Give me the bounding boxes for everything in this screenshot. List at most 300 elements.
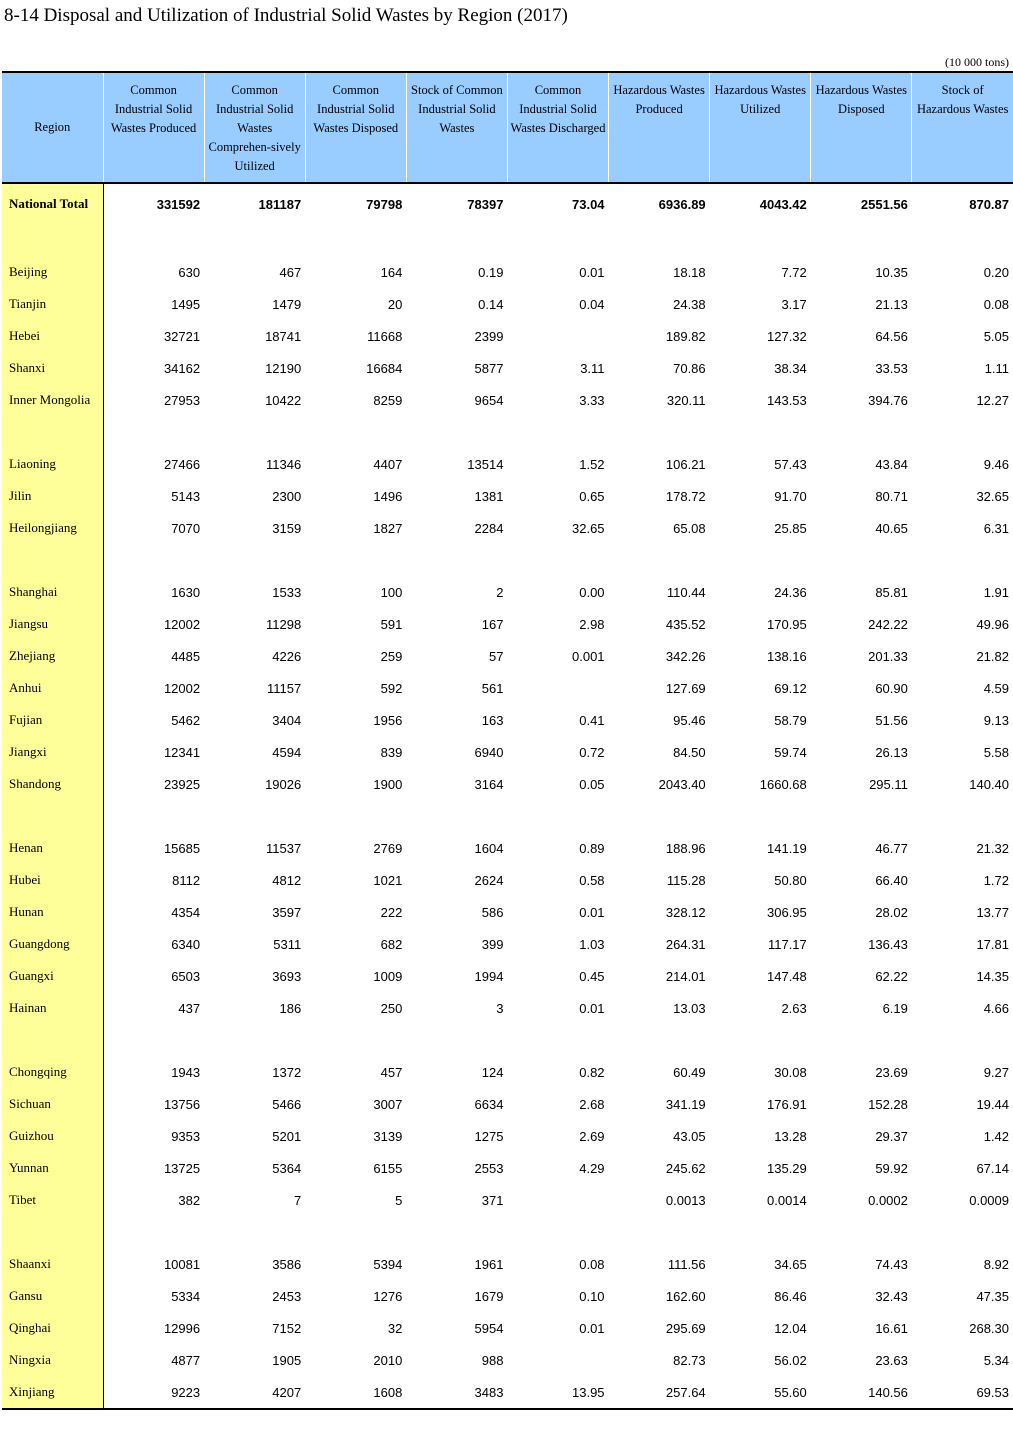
empty-cell xyxy=(204,416,305,448)
value-cell: 17.81 xyxy=(976,936,1009,952)
value-cell: 6.31 xyxy=(983,520,1009,536)
value-cell: 6155 xyxy=(373,1160,403,1176)
value-cell: 5 xyxy=(395,1192,403,1208)
value-cell: 5877 xyxy=(474,360,504,376)
region-cell: Zhejiang xyxy=(2,640,103,672)
table-row xyxy=(2,1280,1013,1312)
empty-cell xyxy=(204,1024,305,1056)
value-cell: 164 xyxy=(380,264,403,280)
empty-cell xyxy=(204,224,305,256)
value-cell: 1495 xyxy=(171,296,201,312)
value-cell: 141.19 xyxy=(767,840,807,856)
value-cell: 11668 xyxy=(367,328,403,344)
empty-cell xyxy=(103,224,204,256)
value-cell: 1900 xyxy=(373,776,403,792)
value-cell: 55.60 xyxy=(710,1376,811,1409)
value-cell: 437 xyxy=(178,1000,201,1016)
empty-cell xyxy=(2,224,103,256)
value-cell: 1943 xyxy=(171,1064,201,1080)
value-cell: 467 xyxy=(279,264,302,280)
value-cell: 12341 xyxy=(163,744,201,760)
value-cell: 5334 xyxy=(171,1288,201,1304)
region-cell: Hubei xyxy=(2,864,103,896)
value-cell: 60.90 xyxy=(875,680,908,696)
value-cell: 140.56 xyxy=(811,1376,912,1409)
value-cell: 295.69 xyxy=(665,1320,706,1336)
value-cell: 1.03 xyxy=(579,936,605,952)
empty-cell xyxy=(507,544,608,576)
region-cell: Hebei xyxy=(2,320,103,352)
value-cell: 65.08 xyxy=(673,520,706,536)
value-cell: 328.12 xyxy=(665,904,706,920)
value-cell: 28.02 xyxy=(875,904,908,920)
empty-cell xyxy=(406,1216,507,1248)
region-cell: Hunan xyxy=(2,896,103,928)
empty-cell xyxy=(2,800,103,832)
value-cell: 163 xyxy=(481,712,504,728)
value-cell: 38.34 xyxy=(774,360,807,376)
value-cell: 0.89 xyxy=(579,840,605,856)
column-header: Region xyxy=(2,72,103,183)
value-cell: 5201 xyxy=(272,1128,302,1144)
value-cell: 13514 xyxy=(467,456,504,472)
region-cell: Anhui xyxy=(2,672,103,704)
spacer-row xyxy=(2,416,1013,448)
table-row xyxy=(2,992,1013,1024)
region-cell: Xinjiang xyxy=(2,1376,103,1409)
value-cell: 1.42 xyxy=(983,1128,1009,1144)
value-cell: 9.13 xyxy=(983,712,1009,728)
table-row xyxy=(2,1152,1013,1184)
value-cell: 162.60 xyxy=(665,1288,706,1304)
value-cell: 3007 xyxy=(373,1096,403,1112)
empty-cell xyxy=(609,800,710,832)
value-cell: 2399 xyxy=(474,328,504,344)
value-cell: 1.72 xyxy=(983,872,1009,888)
value-cell: 57.43 xyxy=(774,456,807,472)
value-cell: 3404 xyxy=(272,712,302,728)
value-cell: 5462 xyxy=(171,712,201,728)
value-cell: 46.77 xyxy=(875,840,908,856)
total-row xyxy=(2,183,1013,224)
value-cell: 1679 xyxy=(474,1288,504,1304)
value-cell: 6634 xyxy=(474,1096,504,1112)
value-cell: 69.53 xyxy=(912,1376,1013,1409)
value-cell: 82.73 xyxy=(673,1352,706,1368)
empty-cell xyxy=(305,416,406,448)
empty-cell xyxy=(912,1216,1013,1248)
value-cell: 95.46 xyxy=(673,712,706,728)
value-cell: 143.53 xyxy=(767,392,807,408)
value-cell: 84.50 xyxy=(673,744,706,760)
value-cell: 47.35 xyxy=(976,1288,1009,1304)
value-cell: 58.79 xyxy=(774,712,807,728)
value-cell: 1608 xyxy=(305,1376,406,1409)
value-cell: 4.59 xyxy=(983,680,1009,696)
region-cell: Shanghai xyxy=(2,576,103,608)
value-cell: 51.56 xyxy=(875,712,908,728)
value-cell: 59.74 xyxy=(774,744,807,760)
value-cell: 4407 xyxy=(373,456,403,472)
table-row xyxy=(2,1248,1013,1280)
empty-cell xyxy=(710,416,811,448)
value-cell: 11346 xyxy=(266,456,302,472)
table-row xyxy=(2,1376,1013,1409)
empty-cell xyxy=(103,1024,204,1056)
spacer-row xyxy=(2,1216,1013,1248)
column-header: Common Industrial Solid Wastes Comprehen-sively Utilized xyxy=(204,72,305,183)
value-cell: 1827 xyxy=(373,520,403,536)
value-cell: 170.95 xyxy=(767,616,807,632)
region-cell: Jiangxi xyxy=(2,736,103,768)
value-cell: 24.38 xyxy=(673,296,706,312)
value-cell: 5954 xyxy=(474,1320,504,1336)
value-cell: 189.82 xyxy=(665,328,706,344)
table-row xyxy=(2,288,1013,320)
value-cell: 331592 xyxy=(156,196,201,212)
column-header: Hazardous Wastes Disposed xyxy=(811,72,912,183)
value-cell: 186 xyxy=(279,1000,302,1016)
value-cell: 23.69 xyxy=(875,1064,908,1080)
value-cell: 178.72 xyxy=(665,488,706,504)
value-cell: 0.01 xyxy=(579,1320,605,1336)
table-row xyxy=(2,832,1013,864)
value-cell: 1381 xyxy=(474,488,504,504)
value-cell: 1956 xyxy=(373,712,403,728)
value-cell: 3139 xyxy=(373,1128,403,1144)
table-row xyxy=(2,384,1013,416)
value-cell: 67.14 xyxy=(976,1160,1009,1176)
value-cell: 1630 xyxy=(171,584,201,600)
value-cell: 91.70 xyxy=(774,488,807,504)
empty-cell xyxy=(2,416,103,448)
value-cell: 5143 xyxy=(171,488,201,504)
value-cell: 222 xyxy=(380,904,403,920)
value-cell: 13.28 xyxy=(774,1128,807,1144)
value-cell: 3586 xyxy=(272,1256,302,1272)
value-cell: 64.56 xyxy=(875,328,908,344)
value-cell: 1994 xyxy=(474,968,504,984)
empty-cell xyxy=(204,800,305,832)
empty-cell xyxy=(811,416,912,448)
empty-cell xyxy=(609,1216,710,1248)
value-cell: 2284 xyxy=(474,520,504,536)
value-cell: 3 xyxy=(496,1000,504,1016)
value-cell: 2043.40 xyxy=(658,776,706,792)
empty-cell xyxy=(912,1024,1013,1056)
value-cell: 136.43 xyxy=(868,936,908,952)
value-cell: 8259 xyxy=(373,392,403,408)
table-row xyxy=(2,928,1013,960)
value-cell: 0.14 xyxy=(478,296,504,312)
value-cell: 371 xyxy=(481,1192,504,1208)
value-cell: 0.65 xyxy=(579,488,605,504)
value-cell: 10.35 xyxy=(875,264,908,280)
value-cell: 342.26 xyxy=(665,648,706,664)
value-cell: 188.96 xyxy=(665,840,706,856)
value-cell: 7.72 xyxy=(781,264,807,280)
empty-cell xyxy=(912,224,1013,256)
value-cell: 2453 xyxy=(272,1288,302,1304)
table-row xyxy=(2,448,1013,480)
value-cell: 586 xyxy=(481,904,504,920)
value-cell: 306.95 xyxy=(767,904,807,920)
value-cell: 62.22 xyxy=(875,968,908,984)
value-cell: 43.05 xyxy=(673,1128,706,1144)
value-cell: 32 xyxy=(387,1320,403,1336)
empty-cell xyxy=(103,416,204,448)
value-cell: 32.65 xyxy=(976,488,1009,504)
value-cell: 66.40 xyxy=(875,872,908,888)
value-cell: 6936.89 xyxy=(658,196,706,212)
table-row xyxy=(2,608,1013,640)
value-cell: 33.53 xyxy=(875,360,908,376)
value-cell: 59.92 xyxy=(875,1160,908,1176)
value-cell: 250 xyxy=(380,1000,403,1016)
table-row xyxy=(2,704,1013,736)
value-cell: 5311 xyxy=(273,936,302,952)
spacer-row xyxy=(2,1024,1013,1056)
value-cell: 18741 xyxy=(265,328,302,344)
value-cell: 40.65 xyxy=(875,520,908,536)
table-row xyxy=(2,256,1013,288)
value-cell: 19.44 xyxy=(976,1096,1009,1112)
region-cell: Shandong xyxy=(2,768,103,800)
value-cell: 13725 xyxy=(163,1160,201,1176)
value-cell: 2624 xyxy=(474,872,504,888)
value-cell: 201.33 xyxy=(868,648,908,664)
value-cell: 23.63 xyxy=(875,1352,908,1368)
value-cell: 1.52 xyxy=(579,456,605,472)
value-cell: 2.69 xyxy=(579,1128,605,1144)
spacer-row xyxy=(2,544,1013,576)
column-header: Stock of Hazardous Wastes xyxy=(912,72,1013,183)
value-cell: 10081 xyxy=(163,1256,201,1272)
column-header: Common Industrial Solid Wastes Produced xyxy=(103,72,204,183)
value-cell: 70.86 xyxy=(673,360,706,376)
value-cell: 117.17 xyxy=(767,936,807,952)
empty-cell xyxy=(609,544,710,576)
value-cell: 4877 xyxy=(171,1352,201,1368)
value-cell: 0.45 xyxy=(579,968,605,984)
value-cell: 9223 xyxy=(103,1376,204,1409)
value-cell: 0.0013 xyxy=(665,1192,706,1208)
value-cell: 13.77 xyxy=(976,904,1009,920)
value-cell: 1021 xyxy=(373,872,403,888)
empty-cell xyxy=(710,800,811,832)
table-row xyxy=(2,896,1013,928)
value-cell: 7152 xyxy=(272,1320,302,1336)
empty-cell xyxy=(811,1024,912,1056)
value-cell: 0.05 xyxy=(579,776,605,792)
value-cell: 0.08 xyxy=(579,1256,605,1272)
value-cell: 110.44 xyxy=(666,584,706,600)
value-cell: 74.43 xyxy=(875,1256,908,1272)
empty-cell xyxy=(507,1216,608,1248)
value-cell: 1.11 xyxy=(984,360,1009,376)
value-cell: 2553 xyxy=(474,1160,504,1176)
value-cell: 13756 xyxy=(163,1096,201,1112)
value-cell: 2010 xyxy=(373,1352,403,1368)
table-row xyxy=(2,864,1013,896)
value-cell: 8112 xyxy=(172,872,201,888)
value-cell: 6940 xyxy=(474,744,504,760)
value-cell: 394.76 xyxy=(868,392,908,408)
value-cell: 870.87 xyxy=(969,196,1009,212)
empty-cell xyxy=(406,800,507,832)
value-cell: 0.82 xyxy=(579,1064,605,1080)
region-cell: Jiangsu xyxy=(2,608,103,640)
empty-cell xyxy=(305,224,406,256)
region-cell: Qinghai xyxy=(2,1312,103,1344)
column-header: Hazardous Wastes Produced xyxy=(609,72,710,183)
value-cell: 6340 xyxy=(171,936,201,952)
value-cell: 0.10 xyxy=(579,1288,605,1304)
empty-cell xyxy=(710,224,811,256)
value-cell: 78397 xyxy=(467,196,504,212)
value-cell: 140.40 xyxy=(969,776,1009,792)
page-title: 8-14 Disposal and Utilization of Industrial Solid Wastes by Region (2017) xyxy=(4,5,568,26)
empty-cell xyxy=(912,800,1013,832)
value-cell: 2.68 xyxy=(579,1096,605,1112)
value-cell xyxy=(507,672,608,704)
value-cell: 30.08 xyxy=(774,1064,807,1080)
value-cell: 12.04 xyxy=(774,1320,807,1336)
empty-cell xyxy=(2,544,103,576)
value-cell: 1.91 xyxy=(983,584,1009,600)
value-cell: 9654 xyxy=(474,392,504,408)
value-cell: 124 xyxy=(481,1064,504,1080)
value-cell: 147.48 xyxy=(767,968,807,984)
value-cell: 2551.56 xyxy=(860,196,908,212)
region-cell: Guizhou xyxy=(2,1120,103,1152)
value-cell: 127.32 xyxy=(767,328,807,344)
value-cell: 0.0014 xyxy=(767,1192,807,1208)
value-cell: 13.03 xyxy=(673,1000,706,1016)
table-row xyxy=(2,1056,1013,1088)
value-cell xyxy=(507,1184,608,1216)
table-row xyxy=(2,768,1013,800)
region-cell: Jilin xyxy=(2,480,103,512)
value-cell: 1372 xyxy=(272,1064,302,1080)
empty-cell xyxy=(811,544,912,576)
table-row xyxy=(2,1312,1013,1344)
value-cell xyxy=(507,1344,608,1376)
value-cell: 561 xyxy=(481,680,504,696)
value-cell: 16.61 xyxy=(875,1320,908,1336)
empty-cell xyxy=(912,416,1013,448)
value-cell: 457 xyxy=(380,1064,403,1080)
value-cell: 12996 xyxy=(163,1320,201,1336)
header-row xyxy=(2,72,1013,183)
value-cell: 0.72 xyxy=(579,744,605,760)
value-cell: 27953 xyxy=(163,392,201,408)
empty-cell xyxy=(305,1216,406,1248)
value-cell: 12.27 xyxy=(976,392,1009,408)
value-cell: 11157 xyxy=(266,680,302,696)
value-cell: 7070 xyxy=(171,520,201,536)
value-cell: 32721 xyxy=(163,328,201,344)
table-body xyxy=(2,183,1013,1409)
empty-cell xyxy=(103,544,204,576)
region-cell: Inner Mongolia xyxy=(2,384,103,416)
value-cell: 69.12 xyxy=(774,680,807,696)
spacer-row xyxy=(2,224,1013,256)
empty-cell xyxy=(912,544,1013,576)
table-row xyxy=(2,960,1013,992)
region-cell: Yunnan xyxy=(2,1152,103,1184)
value-cell: 3.17 xyxy=(781,296,807,312)
empty-cell xyxy=(2,1024,103,1056)
empty-cell xyxy=(2,1216,103,1248)
value-cell: 1276 xyxy=(373,1288,403,1304)
value-cell: 264.31 xyxy=(665,936,706,952)
table-row xyxy=(2,352,1013,384)
value-cell: 7 xyxy=(293,1192,302,1208)
value-cell: 0.04 xyxy=(579,296,605,312)
value-cell: 73.04 xyxy=(572,196,605,212)
region-cell: Liaoning xyxy=(2,448,103,480)
value-cell: 1275 xyxy=(474,1128,504,1144)
value-cell: 11298 xyxy=(266,616,302,632)
region-cell: Chongqing xyxy=(2,1056,103,1088)
value-cell: 0.20 xyxy=(983,264,1009,280)
empty-cell xyxy=(103,1216,204,1248)
table-row xyxy=(2,320,1013,352)
value-cell: 5.58 xyxy=(983,744,1009,760)
value-cell: 14.35 xyxy=(976,968,1009,984)
value-cell: 214.01 xyxy=(665,968,706,984)
value-cell: 80.71 xyxy=(875,488,908,504)
value-cell: 135.29 xyxy=(767,1160,807,1176)
value-cell: 100 xyxy=(380,584,403,600)
table-row xyxy=(2,736,1013,768)
value-cell: 9353 xyxy=(171,1128,201,1144)
value-cell: 57 xyxy=(488,648,504,664)
table-row xyxy=(2,672,1013,704)
value-cell: 43.84 xyxy=(875,456,908,472)
waste-table xyxy=(2,71,1013,1410)
region-cell: Sichuan xyxy=(2,1088,103,1120)
value-cell: 4.66 xyxy=(983,1000,1009,1016)
value-cell: 1905 xyxy=(272,1352,302,1368)
value-cell: 176.91 xyxy=(767,1096,807,1112)
value-cell: 1496 xyxy=(373,488,403,504)
empty-cell xyxy=(305,544,406,576)
value-cell: 245.62 xyxy=(665,1160,706,1176)
value-cell: 0.0002 xyxy=(868,1192,908,1208)
empty-cell xyxy=(204,1216,305,1248)
table-row xyxy=(2,1120,1013,1152)
value-cell: 27466 xyxy=(163,456,201,472)
empty-cell xyxy=(406,1024,507,1056)
value-cell: 399 xyxy=(481,936,504,952)
value-cell: 1604 xyxy=(474,840,504,856)
empty-cell xyxy=(507,416,608,448)
value-cell: 295.11 xyxy=(869,776,908,792)
value-cell: 21.32 xyxy=(976,840,1009,856)
empty-cell xyxy=(811,1216,912,1248)
region-cell: Guangdong xyxy=(2,928,103,960)
value-cell: 12002 xyxy=(163,616,201,632)
value-cell: 2 xyxy=(496,584,504,600)
empty-cell xyxy=(507,1024,608,1056)
empty-cell xyxy=(609,1024,710,1056)
value-cell: 1009 xyxy=(373,968,403,984)
value-cell: 2.63 xyxy=(781,1000,807,1016)
value-cell: 4812 xyxy=(272,872,302,888)
value-cell: 34162 xyxy=(163,360,201,376)
